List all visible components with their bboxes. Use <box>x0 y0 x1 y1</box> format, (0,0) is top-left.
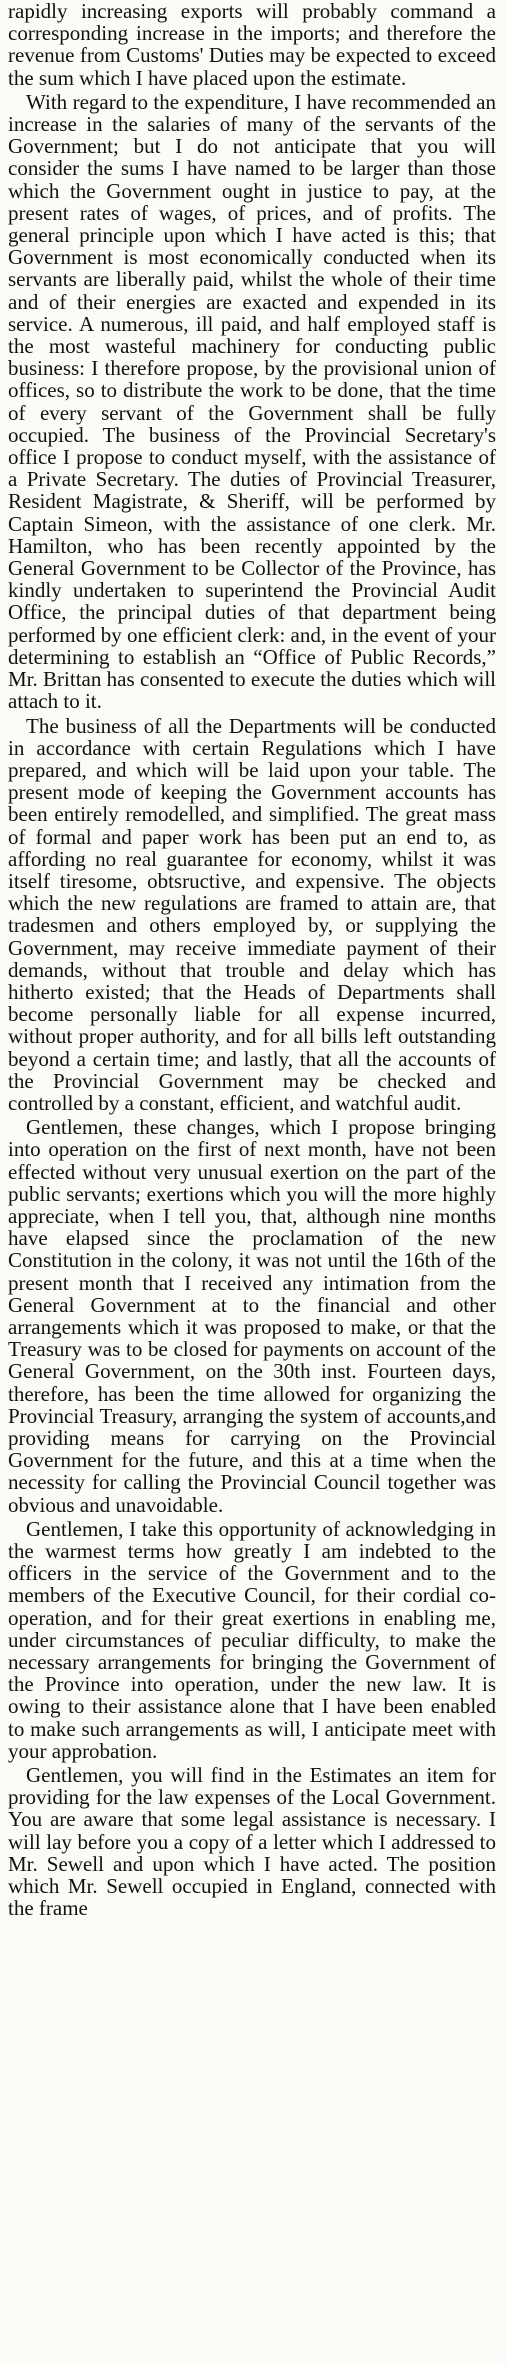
paragraph-changes-operation: Gentlemen, these changes, which I propose bringing into operation on the first of next month, have not been effected without very unusual exertion on the part of the public servants; exertions which you will the more highly appreciate, when I tell you, that, although nine months have elapsed since the proclamation of the new Constitution in the colony, it was not until the 16th of the present month that I received any intimation from the General Government at to the financial and other arrangements which it was proposed to make, or that the Treasury was to be closed for payments on account of the General Government, on the 30th inst. Fourteen days, therefore, has been the time allowed for organizing the Provincial Treasury, arranging the system of accounts,and providing means for carrying on the Provincial Government for the future, and this at a time when the necessity for calling the Provincial Council together was obvious and unavoidable. <box>8 1115 496 1517</box>
text-column <box>8 0 496 1921</box>
paragraph-acknowledgement: Gentlemen, I take this opportunity of acknowledging in the warmest terms how greatly I am indebted to the officers in the service of the Government and to the members of the Executive Council, for their cordial co-operation, and for their great exertions in enabling me, under circumstances of peculiar difficulty, to make the necessary arrangements for bringing the Government of the Province into operation, under the new law. It is owing to their assistance alone that I have been enabled to make such arrangements as will, I anticipate meet with your approbation. <box>8 1516 496 1763</box>
paragraph-estimates-law-expenses: Gentlemen, you will find in the Estimates an item for providing for the law expenses of the Local Government. You are aware that some legal assistance is necessary. I will lay before you a copy of a letter which I addressed to Mr. Sewell and upon which I have acted. The position which Mr. Sewell occupied in England, connected with the frame <box>8 1763 496 1921</box>
paragraph-departments-business: The business of all the Departments will be conducted in accordance with certain Regulations which I have prepared, and which will be laid upon your table. The present mode of keeping the Government accounts has been entirely remodelled, and simplified. The great mass of formal and paper work has been put an end to, as affording no real guarantee for economy, whilst it was itself tiresome, obtsructive, and expensive. The objects which the new regulations are framed to attain are, that tradesmen and others employed by, or supplying the Government, may receive immediate payment of their demands, without that trouble and delay which has hitherto existed; that the Heads of Departments shall become personally liable for all expense incurred, without proper authority, and for all bills left outstanding beyond a certain time; and lastly, that all the accounts of the Provincial Government may be checked and controlled by a constant, efficient, and watchful audit. <box>8 713 496 1115</box>
paragraph-revenue-continuation: rapidly increasing exports will probably command a corresponding increase in the imports; and therefore the revenue from Customs' Duties may be expected to exceed the sum which I have placed upon the estimate. <box>8 0 496 90</box>
paragraph-expenditure: With regard to the expenditure, I have recommended an increase in the salaries of many of the servants of the Government; but I do not anticipate that you will consider the sums I have named to be larger than those which the Government ought in justice to pay, at the present rates of wages, of prices, and of profits. The general principle upon which I have acted is this; that Government is most economically conducted when its servants are liberally paid, whilst the whole of their time and of their energies are exacted and expended in its service. A numerous, ill paid, and half employed staff is the most wasteful machinery for conducting public business: I therefore propose, by the provisional union of offices, so to distribute the work to be done, that the time of every servant of the Government shall be fully occupied. The business of the Provincial Secretary's office I propose to conduct myself, with the assistance of a Private Secretary. The duties of Provincial Treasurer, Resident Magistrate, & Sheriff, will be performed by Captain Simeon, with the assistance of one clerk. Mr. Hamilton, who has been recently appointed by the General Government to be Collector of the Province, has kindly undertaken to superintend the Provincial Audit Office, the principal duties of that department being performed by one efficient clerk: and, in the event of your determining to establish an “Office of Public Records,” Mr. Brittan has consented to execute the duties which will attach to it. <box>8 89 496 714</box>
